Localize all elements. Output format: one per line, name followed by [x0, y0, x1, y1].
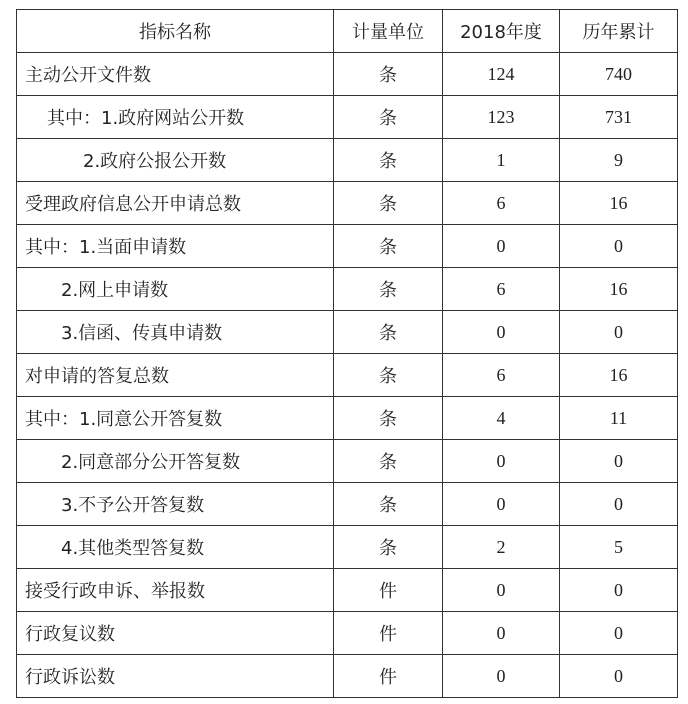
cell-year-2018: 2	[443, 526, 560, 569]
table-row	[17, 53, 678, 96]
cell-cumulative: 0	[560, 311, 678, 354]
cell-unit: 条	[334, 354, 443, 397]
table-row	[17, 612, 678, 655]
cell-year-2018: 0	[443, 655, 560, 698]
cell-year-2018: 0	[443, 225, 560, 268]
cell-unit: 条	[334, 139, 443, 182]
table-header	[17, 10, 678, 53]
cell-indicator-name: 4.其他类型答复数	[17, 526, 334, 569]
cell-cumulative: 16	[560, 268, 678, 311]
cell-cumulative: 9	[560, 139, 678, 182]
header-cumulative: 历年累计	[560, 10, 678, 53]
cell-indicator-name: 3.不予公开答复数	[17, 483, 334, 526]
cell-cumulative: 11	[560, 397, 678, 440]
cell-year-2018: 0	[443, 569, 560, 612]
table-row	[17, 139, 678, 182]
cell-year-2018: 6	[443, 268, 560, 311]
cell-year-2018: 123	[443, 96, 560, 139]
cell-unit: 条	[334, 440, 443, 483]
table-row	[17, 311, 678, 354]
header-indicator-name: 指标名称	[17, 10, 334, 53]
cell-year-2018: 0	[443, 612, 560, 655]
cell-indicator-name: 受理政府信息公开申请总数	[17, 182, 334, 225]
cell-cumulative: 0	[560, 440, 678, 483]
cell-cumulative: 731	[560, 96, 678, 139]
table-row	[17, 440, 678, 483]
header-row	[17, 10, 678, 53]
cell-cumulative: 0	[560, 612, 678, 655]
cell-year-2018: 0	[443, 311, 560, 354]
cell-unit: 件	[334, 569, 443, 612]
cell-year-2018: 0	[443, 440, 560, 483]
cell-unit: 条	[334, 483, 443, 526]
cell-cumulative: 16	[560, 182, 678, 225]
cell-indicator-name: 2.同意部分公开答复数	[17, 440, 334, 483]
cell-unit: 条	[334, 526, 443, 569]
cell-cumulative: 0	[560, 225, 678, 268]
table-row	[17, 225, 678, 268]
table-row	[17, 655, 678, 698]
cell-unit: 条	[334, 268, 443, 311]
cell-year-2018: 4	[443, 397, 560, 440]
cell-cumulative: 16	[560, 354, 678, 397]
cell-cumulative: 0	[560, 569, 678, 612]
cell-indicator-name: 其中：1.同意公开答复数	[17, 397, 334, 440]
table-row	[17, 397, 678, 440]
cell-unit: 件	[334, 655, 443, 698]
cell-year-2018: 124	[443, 53, 560, 96]
cell-unit: 条	[334, 397, 443, 440]
header-unit: 计量单位	[334, 10, 443, 53]
cell-indicator-name: 2.政府公报公开数	[17, 139, 334, 182]
cell-unit: 条	[334, 311, 443, 354]
cell-indicator-name: 主动公开文件数	[17, 53, 334, 96]
cell-year-2018: 1	[443, 139, 560, 182]
cell-unit: 条	[334, 225, 443, 268]
table-body	[17, 53, 678, 698]
cell-year-2018: 6	[443, 182, 560, 225]
cell-cumulative: 0	[560, 483, 678, 526]
cell-cumulative: 5	[560, 526, 678, 569]
header-year-2018: 2018年度	[443, 10, 560, 53]
cell-indicator-name: 接受行政申诉、举报数	[17, 569, 334, 612]
cell-year-2018: 6	[443, 354, 560, 397]
cell-year-2018: 0	[443, 483, 560, 526]
cell-indicator-name: 3.信函、传真申请数	[17, 311, 334, 354]
cell-indicator-name: 其中：1.政府网站公开数	[17, 96, 334, 139]
table-row	[17, 526, 678, 569]
cell-indicator-name: 其中：1.当面申请数	[17, 225, 334, 268]
table-row	[17, 96, 678, 139]
statistics-table-container	[16, 9, 678, 698]
cell-indicator-name: 行政复议数	[17, 612, 334, 655]
cell-unit: 条	[334, 182, 443, 225]
cell-indicator-name: 对申请的答复总数	[17, 354, 334, 397]
table-row	[17, 483, 678, 526]
statistics-table	[16, 9, 678, 698]
cell-indicator-name: 行政诉讼数	[17, 655, 334, 698]
cell-cumulative: 740	[560, 53, 678, 96]
cell-unit: 条	[334, 53, 443, 96]
table-row	[17, 354, 678, 397]
table-row	[17, 569, 678, 612]
cell-unit: 件	[334, 612, 443, 655]
cell-unit: 条	[334, 96, 443, 139]
table-row	[17, 182, 678, 225]
cell-cumulative: 0	[560, 655, 678, 698]
cell-indicator-name: 2.网上申请数	[17, 268, 334, 311]
table-row	[17, 268, 678, 311]
